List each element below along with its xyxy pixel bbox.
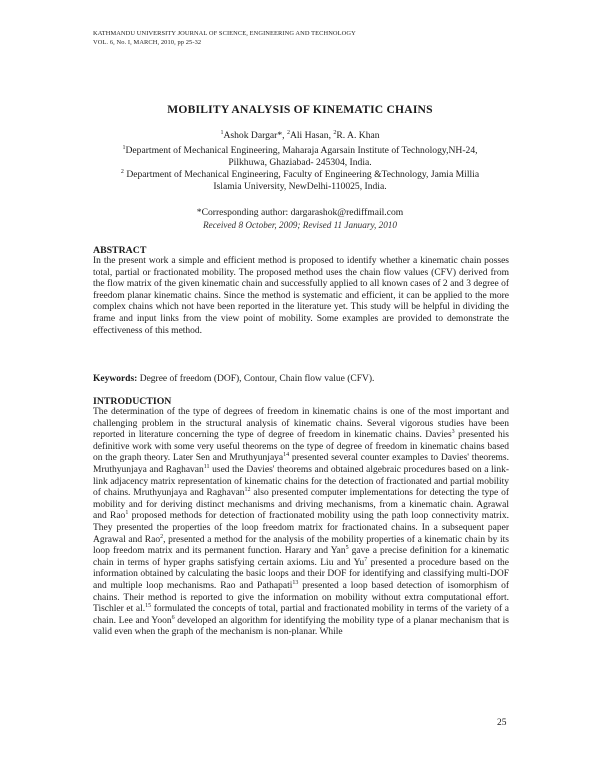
introduction-text-run: presented several counter examples to Davies' theorems. Mruthyunjaya and Raghavan xyxy=(93,453,509,475)
introduction-text-run: The determination of the type of degrees of freedom in kinematic chains is one of the most important and challenging problem in the structural analysis of kinematic chains. Several vigorous studies have been reported in literature concerning the type of degree of freedom in kinematic chains. Davies xyxy=(93,407,509,441)
paper-title: MOBILITY ANALYSIS OF KINEMATIC CHAINS xyxy=(167,103,433,116)
citation-ref: 2 xyxy=(160,533,164,540)
citation-ref: 11 xyxy=(203,463,210,470)
affiliation-sup: 1 xyxy=(122,144,126,151)
corresponding-author: *Corresponding author: dargarashok@rediffmail.com xyxy=(196,207,404,218)
author-name: Ali Hasan, xyxy=(289,130,334,141)
citation-ref: 15 xyxy=(145,602,152,609)
citation-ref: 12 xyxy=(244,487,251,493)
introduction-heading: INTRODUCTION xyxy=(93,396,172,407)
author-list xyxy=(0,130,600,141)
introduction-text-run: , presented a method for the analysis of the mobility properties of a kinematic chain by its loop freedom matrix and its permanent function. Harary and Yan xyxy=(93,534,509,557)
author-sup: 2 xyxy=(286,129,290,136)
affiliation-2 xyxy=(0,169,600,193)
author-sup: 1 xyxy=(220,129,224,136)
affiliation-line: Department of Mechanical Engineering, Maharaja Agarsain Institute of Technology,NH-24, xyxy=(125,145,478,156)
affiliation-sup: 2 xyxy=(120,168,124,175)
citation-ref: 7 xyxy=(364,556,368,563)
citation-ref: 1 xyxy=(125,510,129,517)
journal-name: KATHMANDU UNIVERSITY JOURNAL OF SCIENCE, ENGINEERING AND TECHNOLOGY xyxy=(93,30,356,37)
introduction-text-run: also presented computer implementations for detecting the type of mobility and for deriving distinct mechanisms and driving mechanisms, from a kinematic chain. Agrawal and Rao xyxy=(93,488,509,522)
introduction-text-run: developed an algorithm for identifying the mobility type of a planar mechanism that is valid even when the graph of the mechanism is non-planar. While xyxy=(93,615,509,638)
introduction-text-run: gave a precise definition for a kinematic chain in terms of hyper graphs satisfying certain axioms. Liu and Yu xyxy=(93,546,509,568)
introduction-text xyxy=(93,407,509,639)
introduction-text-run: used the Davies' theorems and obtained algebraic procedures based on a link-link adjacency matrix representation of kinematic chains for the detection of fractionated and partial mobility of chains. Mruthyunjaya and Raghavan xyxy=(93,464,509,499)
citation-ref: 6 xyxy=(171,614,175,621)
citation-ref: 3 xyxy=(451,429,455,436)
keywords-text: Degree of freedom (DOF), Contour, Chain flow value (CFV). xyxy=(137,374,375,384)
author-name: R. A. Khan xyxy=(336,130,380,141)
author-name: Ashok Dargar*, xyxy=(223,130,287,141)
affiliation-line: Islamia University, NewDelhi-110025, India. xyxy=(213,181,387,192)
keywords-line xyxy=(93,374,374,384)
citation-ref: 14 xyxy=(283,452,290,459)
page-number: 25 xyxy=(497,718,507,728)
introduction-text-run: proposed methods for detection of fractionated mobility using the path loop connectivity matrix. They presented the properties of the loop freedom matrix for fractionated chains. In a subsequent paper Agrawal and Rao xyxy=(93,511,509,545)
journal-volume: VOL. 6, No. I, MARCH, 2010, pp 25-32 xyxy=(93,39,202,46)
affiliation-1 xyxy=(0,145,600,169)
introduction-text-run: formulated the concepts of total, partial and fractionated mobility in terms of the variety of a chain. Lee and Yoon xyxy=(93,604,509,626)
introduction-text-run: presented a procedure based on the information obtained by calculating the basic loops and their DOF for identifying and classifying multi-DOF and multiple loop mechanisms. Rao and Pathapati xyxy=(93,557,509,591)
affiliation-line: Pilkhuwa, Ghaziabad- 245304, India. xyxy=(228,157,372,168)
journal-header xyxy=(93,29,356,47)
affiliation-line: Department of Mechanical Engineering, Faculty of Engineering &Technology, Jamia Millia xyxy=(126,169,480,180)
abstract-heading: ABSTRACT xyxy=(93,245,147,256)
author-sup: 2 xyxy=(333,129,337,136)
keywords-label: Keywords: xyxy=(93,374,138,384)
received-dates: Received 8 October, 2009; Revised 11 January, 2010 xyxy=(203,220,397,230)
introduction-text-run: presented his definitive work with some very useful theorems on the type of degree of freedom in kinematic chains based on the graph theory. Later Sen and Mruthyunjaya xyxy=(93,430,509,464)
introduction-text-run: presented a loop based detection of isomorphism of chains. Their method is reported to give the information on mobility without extra computational effort. Tischler et al. xyxy=(93,580,509,615)
citation-ref: 13 xyxy=(292,579,299,586)
abstract-text: In the present work a simple and efficient method is proposed to identify whether a kinematic chain posses total, partial or fractionated mobility. The proposed method uses the chain flow values (CFV) derived from the flow matrix of the given kinematic chain and successfully applied to all known cases of 2 and 3 degree of freedom planar kinematic chains. Since the method is systematic and efficient, it can be applied to the more complex chains which not have been reported in the literature yet. This study will be helpful in dividing the frame and input links from the view point of mobility. Some examples are provided to demonstrate the effectiveness of this method. xyxy=(93,256,509,336)
citation-ref: 5 xyxy=(345,544,349,551)
